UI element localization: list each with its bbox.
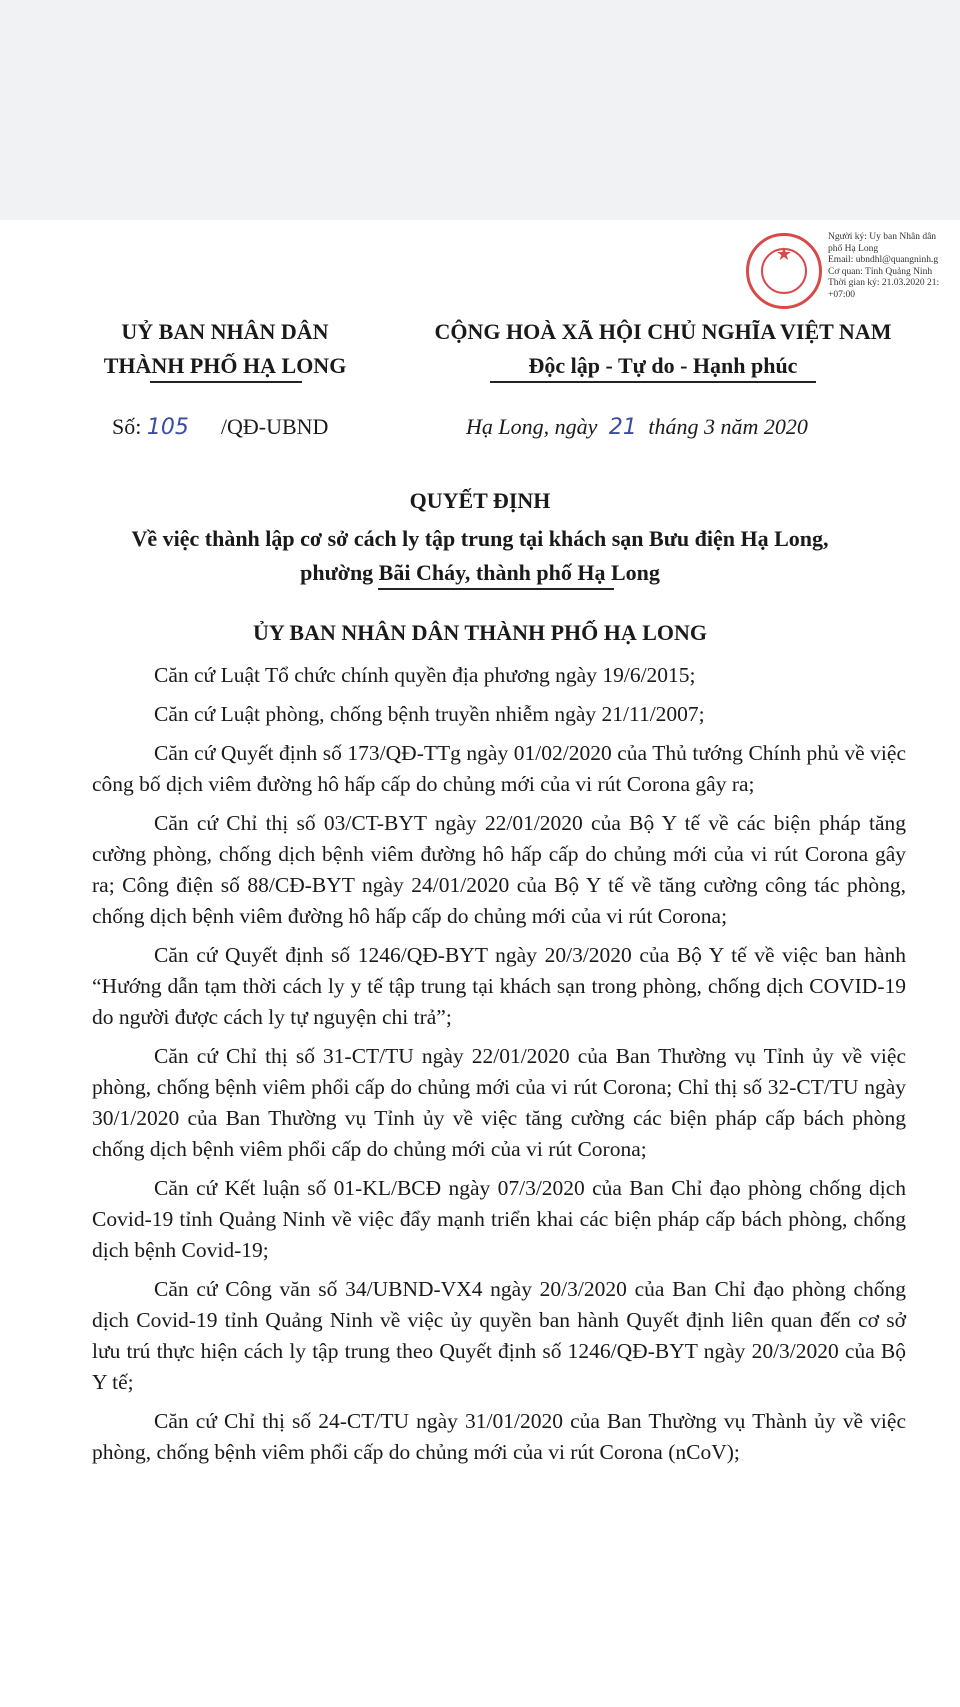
star-emblem-icon: ★ [775,244,793,265]
legal-basis-paragraph: Căn cứ Kết luận số 01-KL/BCĐ ngày 07/3/2020 của Ban Chỉ đạo phòng chống dịch Covid-19 tỉnh Quảng Ninh về việc đẩy mạnh triển khai các biện pháp cấp bách phòng, chống dịch bệnh Covid-19; [92,1176,906,1262]
legal-basis-paragraph: Căn cứ Quyết định số 1246/QĐ-BYT ngày 20/3/2020 của Bộ Y tế về việc ban hành “Hướng dẫn tạm thời cách ly y tế tập trung tại khách sạn trong phòng, chống dịch COVID-19 do người được cách ly tự nguyện chi trả”; [92,943,906,1029]
issuing-authority-heading: ỦY BAN NHÂN DÂN THÀNH PHỐ HẠ LONG [252,620,708,645]
top-blank-area [0,0,960,220]
legal-basis-paragraph: Căn cứ Chỉ thị số 31-CT/TU ngày 22/01/2020 của Ban Thường vụ Tỉnh ủy về việc phòng, chống bệnh viêm phổi cấp do chủng mới của vi rút Corona; Chỉ thị số 32-CT/TU ngày 30/1/2020 của Ban Thường vụ Tỉnh ủy về việc tăng cường các biện pháp cấp bách phòng chống dịch bệnh viêm phổi cấp do chủng mới của vi rút Corona; [92,1044,906,1161]
legal-basis-paragraph: Căn cứ Quyết định số 173/QĐ-TTg ngày 01/02/2020 của Thủ tướng Chính phủ về việc công bố dịch viêm đường hô hấp cấp do chủng mới của vi rút Corona gây ra; [92,741,906,796]
document-title: QUYẾT ĐỊNH [409,488,551,513]
national-motto [398,315,928,383]
agency-line-2: THÀNH PHỐ HẠ LONG [103,353,347,378]
signature-signer-cont: phố Hạ Long [828,243,879,254]
signature-time: Thời gian ký: 21.03.2020 21: [828,278,940,288]
legal-basis-paragraph: Căn cứ Công văn số 34/UBND-VX4 ngày 20/3/2020 của Ban Chỉ đạo phòng chống dịch Covid-19 tỉnh Quảng Ninh về việc ủy quyền ban hành Quyết định liên quan đến cơ sở lưu trú thực hiện cách ly tập trung theo Quyết định số 1246/QĐ-BYT ngày 20/3/2020 của Bộ Y tế; [92,1277,906,1394]
number-suffix: /QĐ-UBND [220,414,329,439]
nation-line-1: CỘNG HOÀ XÃ HỘI CHỦ NGHĨA VIỆT NAM [434,319,892,344]
official-seal-icon [746,233,822,309]
agency-underline [150,381,302,383]
nation-line-2: Độc lập - Tự do - Hạnh phúc [528,353,798,378]
legal-basis-paragraph: Căn cứ Luật Tổ chức chính quyền địa phương ngày 19/6/2015; [154,663,696,687]
handwritten-day: 21 [608,415,637,440]
date-place: Hạ Long, ngày [466,414,598,439]
subtitle-underline [378,588,614,590]
motto-underline [490,381,816,383]
subtitle-line-2: phường Bãi Cháy, thành phố Hạ Long [300,560,660,585]
agency-line-1: UỶ BAN NHÂN DÂN [121,319,329,344]
signature-agency: Cơ quan: Tỉnh Quảng Ninh [828,266,933,277]
date-month-year: tháng 3 năm 2020 [648,414,808,439]
issue-date [466,414,808,440]
legal-basis-paragraph: Căn cứ Chỉ thị số 03/CT-BYT ngày 22/01/2020 của Bộ Y tế về các biện pháp tăng cường phòng, chống dịch bệnh viêm đường hô hấp cấp do chủng mới của vi rút Corona gây ra; Công điện số 88/CĐ-BYT ngày 24/01/2020 của Bộ Y tế về tăng cường công tác phòng, chống dịch bệnh viêm đường hô hấp cấp do chủng mới của vi rút Corona; [92,811,906,928]
document-number [112,414,328,440]
issuing-agency [60,315,390,383]
handwritten-number: 105 [146,415,189,440]
document-body [92,660,906,1476]
signature-email: Email: ubndhl@quangninh.g [828,255,939,265]
signature-signer: Người ký: Ủy ban Nhân dân [828,232,937,242]
number-prefix: Số: [112,414,142,439]
document-subtitle [0,522,960,590]
legal-basis-paragraph: Căn cứ Luật phòng, chống bệnh truyền nhiễm ngày 21/11/2007; [154,702,705,726]
signature-timezone: +07:00 [828,289,855,300]
digital-signature-info [828,232,958,301]
subtitle-line-1: Về việc thành lập cơ sở cách ly tập trung tại khách sạn Bưu điện Hạ Long, [131,526,829,551]
legal-basis-paragraph: Căn cứ Chỉ thị số 24-CT/TU ngày 31/01/2020 của Ban Thường vụ Thành ủy về việc phòng, chống bệnh viêm phổi cấp do chủng mới của vi rút Corona (nCoV); [92,1409,906,1464]
